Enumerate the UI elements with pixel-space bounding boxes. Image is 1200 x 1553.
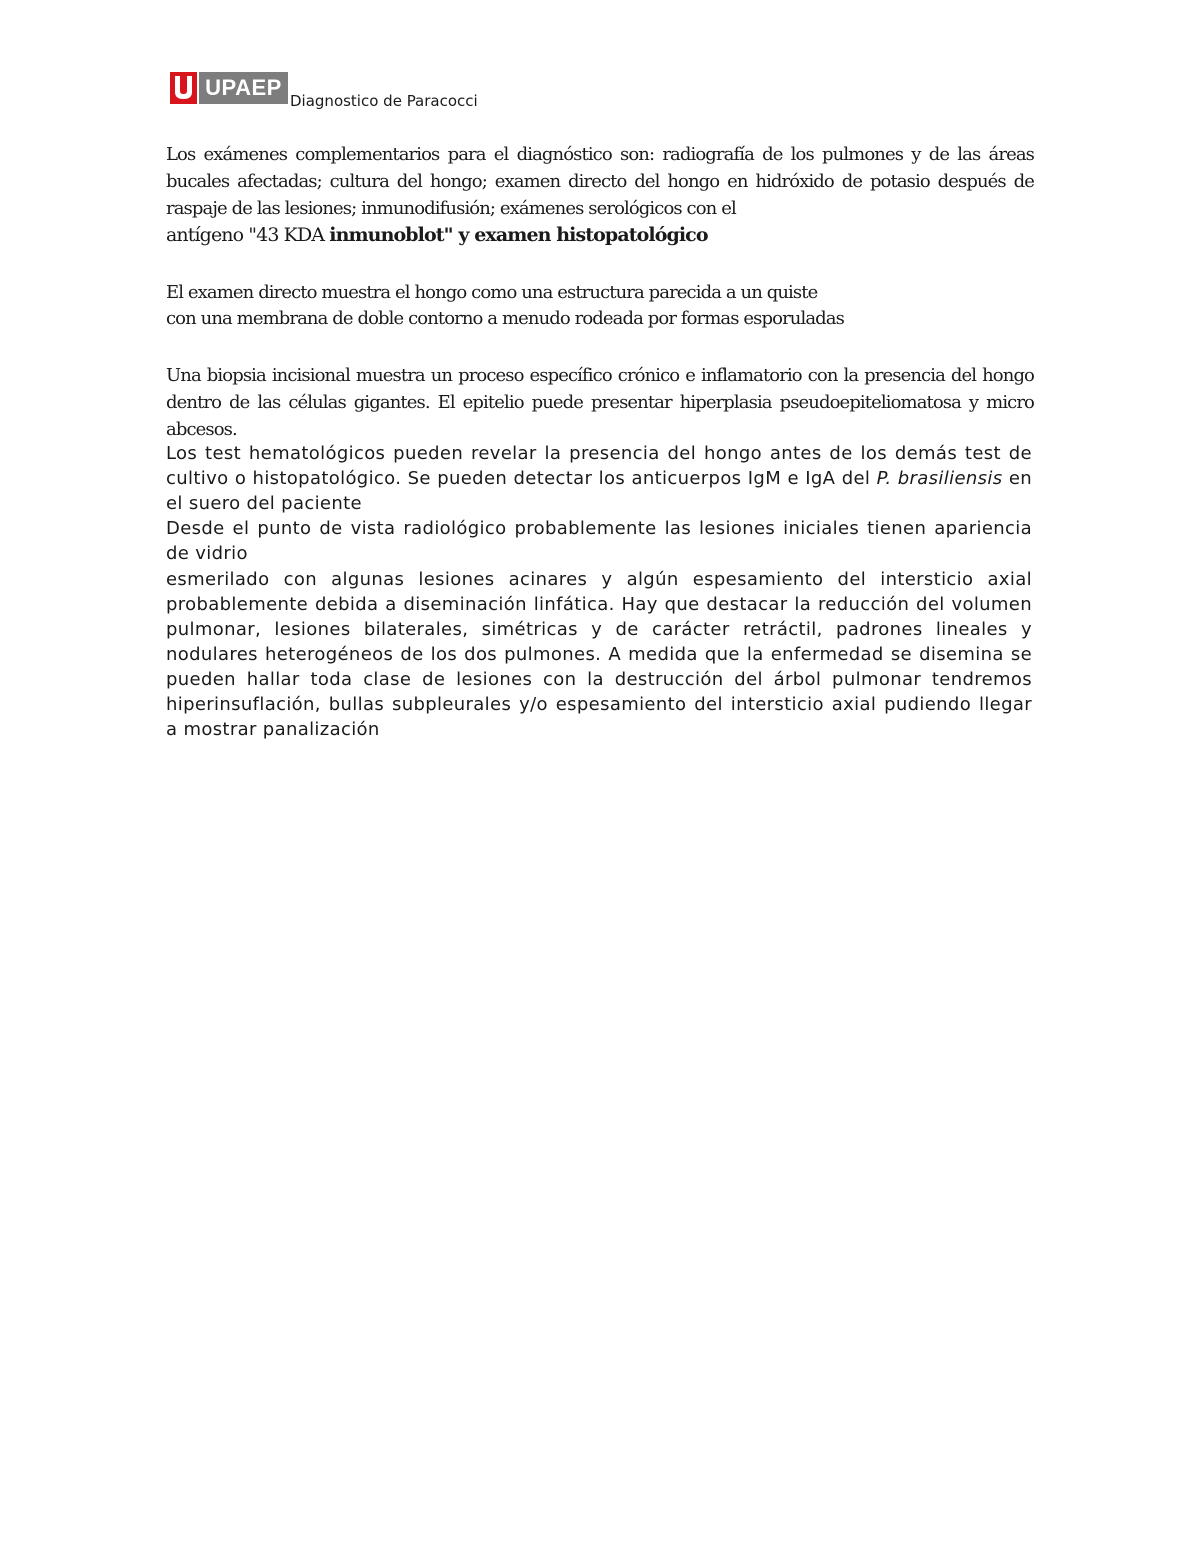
upaep-logo <box>170 72 288 104</box>
paragraph-last-line <box>166 224 708 246</box>
u-icon <box>170 72 197 104</box>
paragraph-biopsy: Una biopsia incisional muestra un proceso específico crónico e inflamatorio con la presencia del hongo dentro de las células gigantes. El epitelio puede presentar hiperplasia pseudoepiteliomatosa y micro abcesos. <box>166 365 1034 440</box>
paragraph-radiology-intro: Desde el punto de vista radiológico probablemente las lesiones iniciales tienen apariencia de vidrio <box>166 518 1032 564</box>
logo-wordmark: UPAEP <box>199 72 288 104</box>
paragraph-hematologic-tests <box>166 441 1032 516</box>
text-before-italic: Los test hematológicos pueden revelar la presencia del hongo antes de los demás test de cultivo o histopatológico. Se pueden detectar los anticuerpos IgM e IgA del <box>166 443 1032 489</box>
logo-u-mark <box>170 72 197 104</box>
paragraph-direct-exam <box>166 280 1034 332</box>
paragraph-complementary-exams <box>166 141 1034 249</box>
paragraph-text: Los exámenes complementarios para el diagnóstico son: radiografía de los pulmones y de las áreas bucales afectadas; cultura del hongo; examen directo del hongo en hidróxido de potasio después de raspaje de las lesiones; inmunodifusión; exámenes serológicos con el <box>166 144 1034 219</box>
paragraph-line: El examen directo muestra el hongo como una estructura parecida a un quiste <box>166 282 818 303</box>
last-line-bold: inmunoblot" y examen histopatológico <box>329 224 708 246</box>
document-title: Diagnostico de Paracocci <box>290 92 478 110</box>
species-name: P. brasiliensis <box>876 468 1003 489</box>
text-after-italic: en el suero del paciente <box>166 468 1032 514</box>
last-line-plain: antígeno "43 KDA <box>166 224 330 246</box>
paragraph-line: con una membrana de doble contorno a menudo rodeada por formas esporuladas <box>166 308 844 329</box>
paragraph-radiology-detail: esmerilado con algunas lesiones acinares y algún espesamiento del intersticio axial probablemente debida a diseminación linfática. Hay que destacar la reducción del volumen pulmonar, lesiones bilaterales, simétricas y de carácter retráctil, padrones lineales y nodulares heterogéneos de los dos pulmones. A medida que la enfermedad se disemina se pueden hallar toda clase de lesiones con la destrucción del árbol pulmonar tendremos hiperinsuflación, bullas subpleurales y/o espesamiento del intersticio axial pudiendo llegar a mostrar panalización <box>166 569 1032 740</box>
